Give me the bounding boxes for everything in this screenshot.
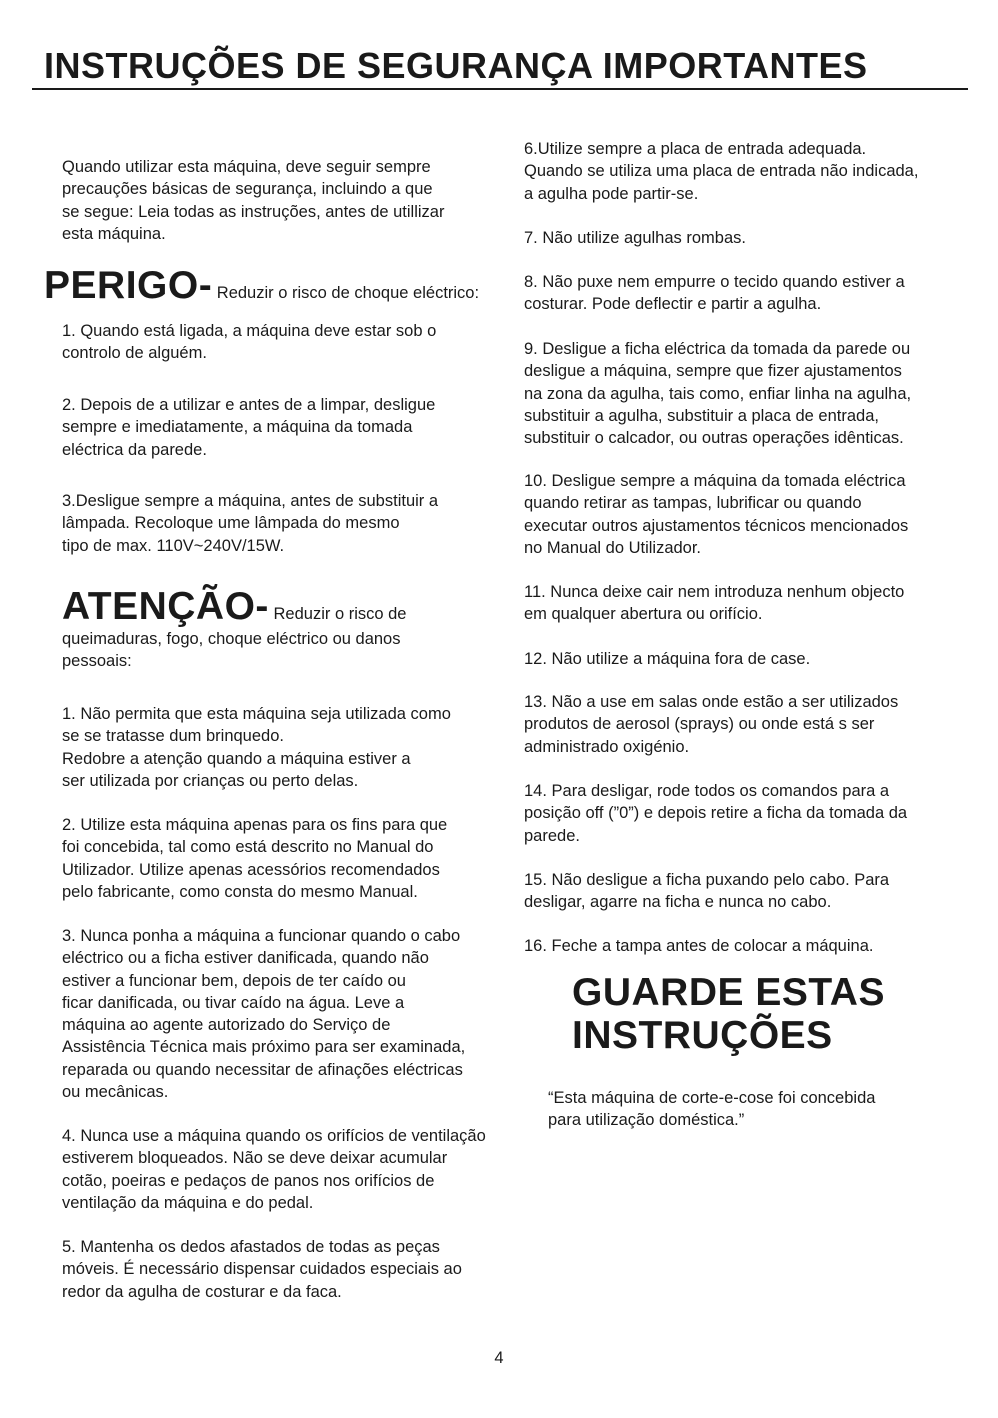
danger-heading [44,266,479,305]
danger-item-2: 2. Depois de a utilizar e antes de a limpar, desligue sempre e imediatamente, a máquina da tomada eléctrica da parede. [62,396,436,459]
intro-paragraph: Quando utilizar esta máquina, deve seguir sempre precauções básicas de segurança, incluindo a que se segue: Leia todas as instruções, antes de utillizar esta máquina. [62,158,445,243]
title-underline [32,88,968,90]
warning-item-10: 10. Desligue sempre a máquina da tomada eléctrica quando retirar as tampas, lubrificar ou quando executar outros ajustamentos técnicos mencionados no Manual do Utilizador. [524,472,909,557]
warning-item-6: 6.Utilize sempre a placa de entrada adequada. Quando se utiliza uma placa de entrada não indicada, a agulha pode partir-se. [524,140,919,203]
page-number: 4 [494,1349,504,1367]
danger-heading-label: PERIGO- [44,264,213,307]
warning-subtitle-continued: queimaduras, fogo, choque eléctrico ou danos pessoais: [62,630,401,671]
warning-item-5: 5. Mantenha os dedos afastados de todas as peças móveis. É necessário dispensar cuidados especiais ao redor da agulha de costurar e da faca. [62,1238,462,1301]
save-instructions-line-2: INSTRUÇÕES [572,1014,833,1057]
warning-item-11: 11. Nunca deixe cair nem introduza nenhum objecto em qualquer abertura ou orifício. [524,583,905,624]
danger-subtitle: Reduzir o risco de choque eléctrico: [212,284,480,302]
warning-item-9: 9. Desligue a ficha eléctrica da tomada da parede ou desligue a máquina, sempre que fizer ajustamentos na zona da agulha, tais como, enfiar linha na agulha, substituir a agulha, substituir a placa de entrada, substituir o calcador, ou outras operações idênticas. [524,340,912,448]
warning-item-2: 2. Utilize esta máquina apenas para os fins para que foi concebida, tal como está descrito no Manual do Utilizador. Utilize apenas acessórios recomendados pelo fabricante, como consta do mesmo Manual. [62,816,448,901]
warning-item-8: 8. Não puxe nem empurre o tecido quando estiver a costurar. Pode deflectir e partir a agulha. [524,273,905,314]
danger-item-3: 3.Desligue sempre a máquina, antes de substituir a lâmpada. Recoloque ume lâmpada do mesmo tipo de max. 110V~240V/15W. [62,492,439,555]
warning-item-13: 13. Não a use em salas onde estão a ser utilizados produtos de aerosol (sprays) ou onde está s ser administrado oxigénio. [524,693,899,756]
warning-item-3: 3. Nunca ponha a máquina a funcionar quando o cabo eléctrico ou a ficha estiver danificada, quando não estiver a funcionar bem, depois de ter caído ou ficar danificada, ou tivar caído na água. Leve a máquina ao agente autorizado do Serviço de Assistência Técnica mais próximo para ser examinada, reparada ou quando necessitar de afinações eléctricas ou mecânicas. [62,927,466,1102]
save-instructions-line-1: GUARDE ESTAS [572,971,885,1014]
warning-item-15: 15. Não desligue a ficha puxando pelo cabo. Para desligar, agarre na ficha e nunca no cabo. [524,871,890,912]
household-use-note: “Esta máquina de corte-e-cose foi concebida para utilização doméstica.” [548,1089,876,1130]
warning-item-14: 14. Para desligar, rode todos os comandos para a posição off (”0”) e depois retire a ficha da tomada da parede. [524,782,908,845]
warning-item-4: 4. Nunca use a máquina quando os orifícios de ventilação estiverem bloqueados. Não se deve deixar acumular cotão, poeiras e pedaços de panos nos orifícios de ventilação da máquina e do pedal. [62,1127,486,1212]
warning-subtitle: Reduzir o risco de [268,605,407,623]
page-title: INSTRUÇÕES DE SEGURANÇA IMPORTANTES [44,45,868,86]
warning-item-1: 1. Não permita que esta máquina seja utilizada como se se tratasse dum brinquedo. Redobre a atenção quando a máquina estiver a ser utilizada por crianças ou perto delas. [62,705,451,790]
warning-heading [62,587,406,626]
save-instructions-heading [572,971,885,1057]
warning-heading-label: ATENÇÃO- [62,585,269,628]
danger-item-1: 1. Quando está ligada, a máquina deve estar sob o controlo de alguém. [62,322,437,363]
warning-item-16: 16. Feche a tampa antes de colocar a máquina. [524,937,874,955]
warning-item-12: 12. Não utilize a máquina fora de case. [524,650,811,668]
warning-item-7: 7. Não utilize agulhas rombas. [524,229,746,247]
